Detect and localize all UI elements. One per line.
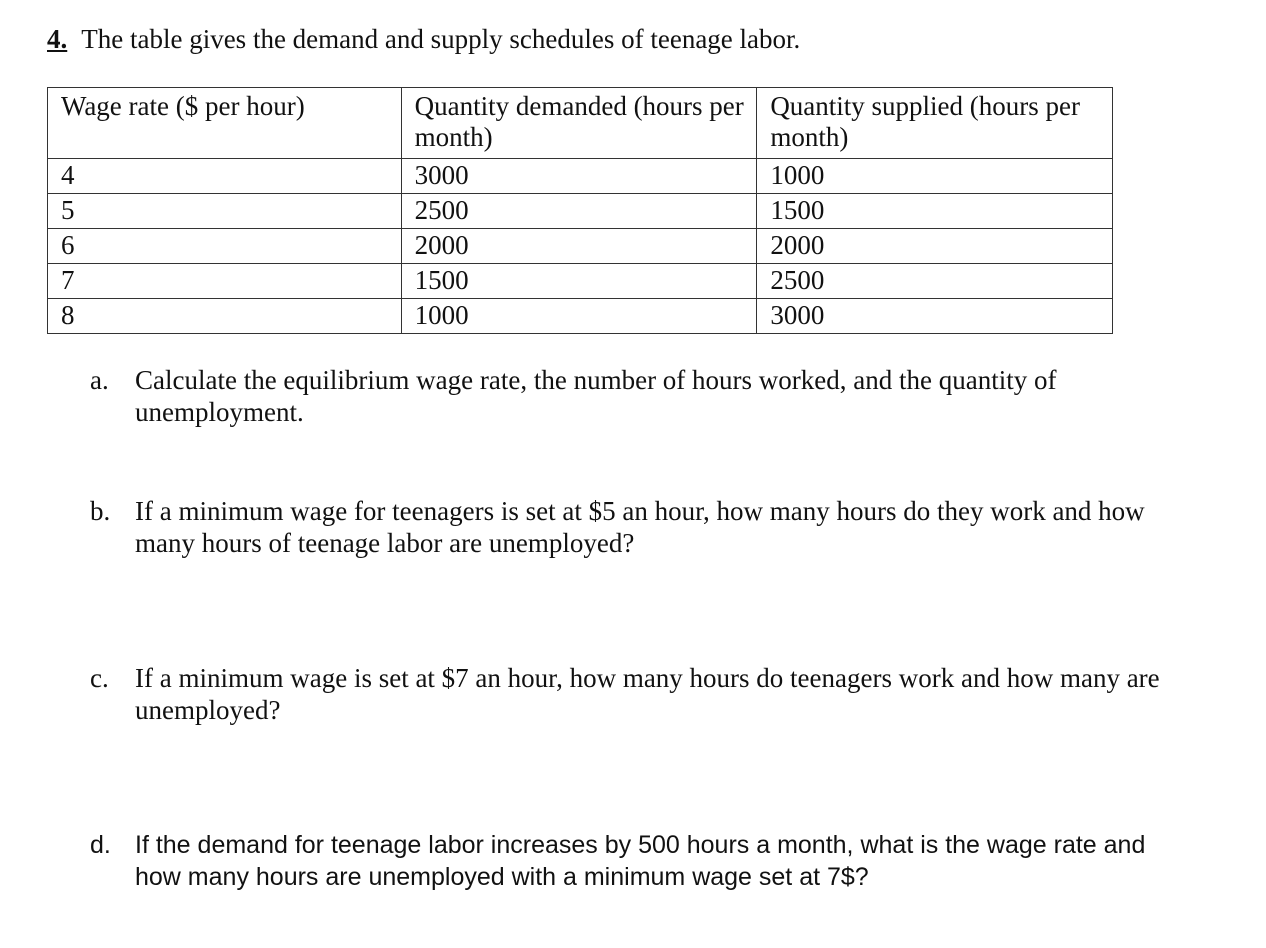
question-a-letter: a.: [90, 365, 109, 395]
cell-demanded: 3000: [401, 159, 757, 194]
table-row: [48, 229, 1113, 264]
cell-wage: 8: [48, 299, 402, 334]
question-d: [90, 829, 1190, 893]
cell-demanded: 2500: [401, 194, 757, 229]
cell-demanded: 1500: [401, 264, 757, 299]
cell-supplied: 1500: [757, 194, 1113, 229]
question-a: [90, 364, 1190, 428]
table-row: [48, 264, 1113, 299]
cell-supplied: 3000: [757, 299, 1113, 334]
question-d-text: If the demand for teenage labor increases by 500 hours a month, what is the wage rate and how many hours are unemployed with a minimum wage set at 7$?: [135, 831, 1146, 891]
question-c: [90, 662, 1190, 726]
header-wage-rate: Wage rate ($ per hour): [48, 88, 402, 159]
table-row: [48, 159, 1113, 194]
question-a-text: Calculate the equilibrium wage rate, the number of hours worked, and the quantity of unemployment.: [135, 365, 1057, 427]
question-b: [90, 495, 1190, 559]
cell-wage: 4: [48, 159, 402, 194]
cell-demanded: 2000: [401, 229, 757, 264]
question-number: 4.: [47, 24, 68, 54]
cell-supplied: 2500: [757, 264, 1113, 299]
question-d-letter: d.: [90, 831, 111, 859]
question-b-text: If a minimum wage for teenagers is set at $5 an hour, how many hours do they work and how many hours of teenage labor are unemployed?: [135, 496, 1145, 558]
labor-schedule-table: [47, 87, 1113, 334]
table-row: [48, 194, 1113, 229]
question-heading: [47, 22, 800, 56]
table-header-row: [48, 88, 1113, 159]
header-quantity-supplied: Quantity supplied (hours per month): [757, 88, 1113, 159]
question-title: The table gives the demand and supply schedules of teenage labor.: [81, 24, 801, 54]
cell-wage: 7: [48, 264, 402, 299]
table-row: [48, 299, 1113, 334]
question-b-letter: b.: [90, 496, 111, 526]
cell-wage: 5: [48, 194, 402, 229]
cell-wage: 6: [48, 229, 402, 264]
header-quantity-demanded: Quantity demanded (hours per month): [401, 88, 757, 159]
question-c-letter: c.: [90, 663, 109, 693]
cell-demanded: 1000: [401, 299, 757, 334]
cell-supplied: 2000: [757, 229, 1113, 264]
cell-supplied: 1000: [757, 159, 1113, 194]
question-c-text: If a minimum wage is set at $7 an hour, how many hours do teenagers work and how many are unemployed?: [135, 663, 1160, 725]
